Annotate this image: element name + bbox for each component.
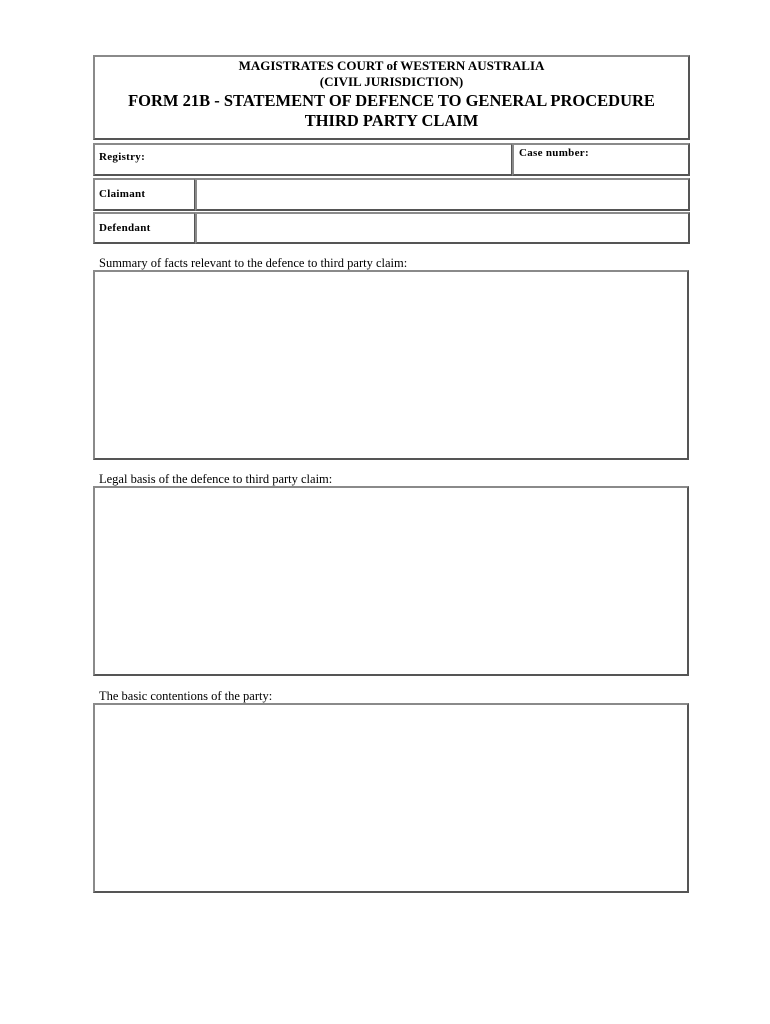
jurisdiction: (CIVIL JURISDICTION)	[319, 74, 464, 89]
claimant-label: Claimant	[99, 188, 146, 200]
case-number-label: Case number:	[519, 147, 589, 159]
legal-basis-textarea[interactable]	[95, 488, 687, 674]
basic-contentions-label: The basic contentions of the party:	[99, 689, 273, 703]
defendant-input[interactable]	[201, 218, 690, 242]
claimant-label-cell	[93, 178, 196, 211]
summary-of-facts-box	[93, 270, 689, 460]
basic-contentions-textarea[interactable]	[95, 705, 687, 891]
claimant-value-cell	[195, 178, 690, 211]
case-number-field	[512, 143, 690, 176]
summary-of-facts-label: Summary of facts relevant to the defence to third party claim:	[99, 256, 408, 270]
summary-of-facts-textarea[interactable]	[95, 272, 687, 458]
registry-label: Registry:	[99, 151, 146, 163]
form-title: FORM 21B - STATEMENT OF DEFENCE TO GENERAL PROCEDURE	[128, 91, 655, 110]
court-name: MAGISTRATES COURT of WESTERN AUSTRALIA	[238, 58, 545, 73]
claimant-input[interactable]	[201, 184, 690, 208]
defendant-label: Defendant	[99, 222, 151, 234]
defendant-label-cell	[93, 212, 196, 244]
registry-field	[93, 143, 513, 176]
defendant-value-cell	[195, 212, 690, 244]
registry-input[interactable]	[155, 149, 509, 173]
form-header	[93, 55, 690, 140]
basic-contentions-box	[93, 703, 689, 893]
case-number-input[interactable]	[519, 159, 688, 175]
legal-basis-label: Legal basis of the defence to third party claim:	[99, 472, 333, 486]
form-subtitle: THIRD PARTY CLAIM	[304, 111, 479, 130]
legal-basis-box	[93, 486, 689, 676]
